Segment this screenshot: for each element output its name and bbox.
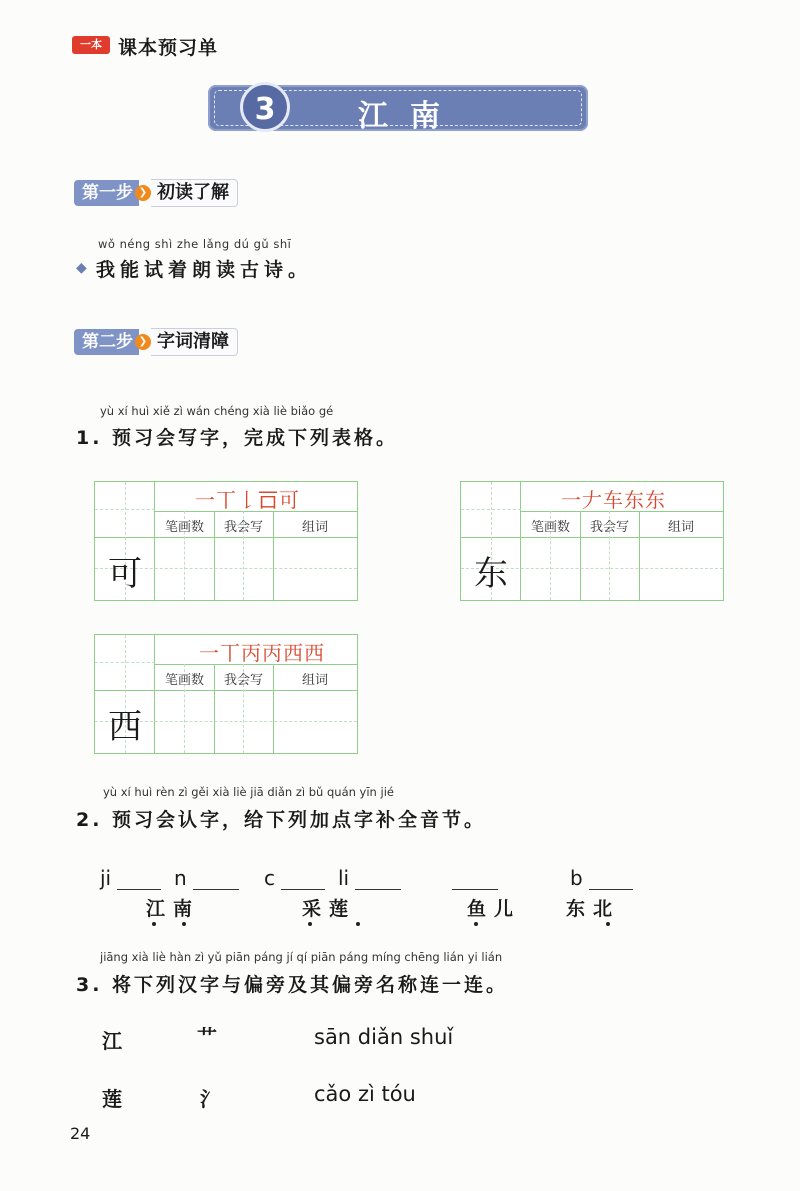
word-dongbei: 东北 (566, 898, 621, 920)
pinyin-prefix: c (264, 866, 275, 890)
header-i-can-write: 我会写 (589, 520, 629, 535)
emphasis-dot (606, 922, 610, 926)
task1-pinyin: yù xí huì xiě zì wán chéng xià liè biǎo gé (100, 404, 334, 418)
emphasis-dot (356, 922, 360, 926)
pinyin-prefix: ji (100, 866, 112, 890)
step-two-tag: 第二步 (74, 329, 139, 355)
task2-text: 2. 预习会认字，给下列加点字补全音节。 (76, 809, 487, 831)
header-word-group: 组词 (301, 520, 328, 535)
step-two-label (74, 329, 238, 355)
header-stroke-count: 笔画数 (164, 520, 204, 535)
blank-c (264, 866, 325, 890)
blank-b (570, 866, 633, 890)
page-number: 24 (70, 1124, 91, 1143)
answer-blank[interactable] (117, 869, 161, 890)
blank-n (174, 866, 239, 890)
step-one-label (74, 180, 238, 206)
answer-blank[interactable] (452, 869, 498, 890)
header-i-can-write: 我会写 (223, 673, 263, 688)
header-word-group: 组词 (667, 520, 694, 535)
pinyin-prefix: li (338, 866, 350, 890)
word-cailian: 采莲 (302, 898, 357, 920)
answer-blank[interactable] (589, 869, 633, 890)
task1-text: 1. 预习会写字，完成下列表格。 (76, 427, 399, 449)
task0-text: 我能试着朗读古诗。 (96, 259, 313, 281)
radical-shui[interactable]: 氵 (200, 1087, 220, 1111)
answer-blank[interactable] (355, 869, 401, 890)
task0-pinyin: wǒ néng shì zhe lǎng dú gǔ shī (98, 237, 292, 251)
pinyin-prefix: n (174, 866, 187, 890)
task2-pinyin: yù xí huì rèn zì gěi xià liè jiā diǎn zì bǔ quán yīn jié (103, 785, 394, 799)
answer-blank[interactable] (281, 869, 325, 890)
radical-cao[interactable]: 艹 (197, 1025, 217, 1037)
arrow-right-icon: ❯ (135, 185, 151, 201)
step-one-tag: 第一步 (74, 180, 139, 206)
emphasis-dot (182, 922, 186, 926)
word-yuer: 鱼儿 (467, 898, 522, 920)
emphasis-dot (474, 922, 478, 926)
stroke-order: 一丅丙丙西西 (199, 641, 325, 665)
blank-li (338, 866, 401, 890)
blank-ji (100, 866, 161, 890)
pinyin-prefix: b (570, 866, 583, 890)
table-character: 西 (108, 707, 142, 747)
radical-name-sandianshui[interactable]: sān diǎn shuǐ (314, 1025, 454, 1049)
lesson-number: 3 (240, 82, 290, 132)
char-table-ke (94, 481, 358, 601)
char-table-xi (94, 634, 358, 754)
table-character: 东 (474, 554, 508, 594)
header-word-group: 组词 (301, 673, 328, 688)
task3-text: 3. 将下列汉字与偏旁及其偏旁名称连一连。 (76, 974, 509, 996)
match-char-jiang[interactable]: 江 (102, 1029, 122, 1053)
brand-badge: 一本 (72, 36, 110, 54)
section-title: 课本预习单 (118, 37, 219, 59)
blank-yu (452, 866, 498, 890)
word-jiangnan: 江南 (146, 898, 201, 920)
match-char-lian[interactable]: 莲 (102, 1087, 122, 1111)
stroke-order: 一丅𠄌𠮛可 (195, 488, 300, 512)
radical-name-caozitou[interactable]: cǎo zì tóu (314, 1082, 416, 1106)
header-stroke-count: 笔画数 (164, 673, 204, 688)
lesson-title: 江南 (358, 99, 462, 134)
answer-blank[interactable] (193, 869, 239, 890)
emphasis-dot (308, 922, 312, 926)
table-character: 可 (108, 554, 142, 594)
step-one-title: 初读了解 (151, 179, 238, 207)
emphasis-dot (152, 922, 156, 926)
arrow-right-icon: ❯ (135, 334, 151, 350)
header-stroke-count: 笔画数 (530, 520, 570, 535)
char-table-dong (460, 481, 724, 601)
step-two-title: 字词清障 (151, 328, 238, 356)
diamond-bullet-icon: ◆ (76, 260, 87, 276)
header-i-can-write: 我会写 (223, 520, 263, 535)
stroke-order: 一𠂇车东东 (561, 488, 666, 512)
task3-pinyin: jiāng xià liè hàn zì yǔ piān páng jí qí piān páng míng chēng lián yi lián (100, 950, 503, 964)
